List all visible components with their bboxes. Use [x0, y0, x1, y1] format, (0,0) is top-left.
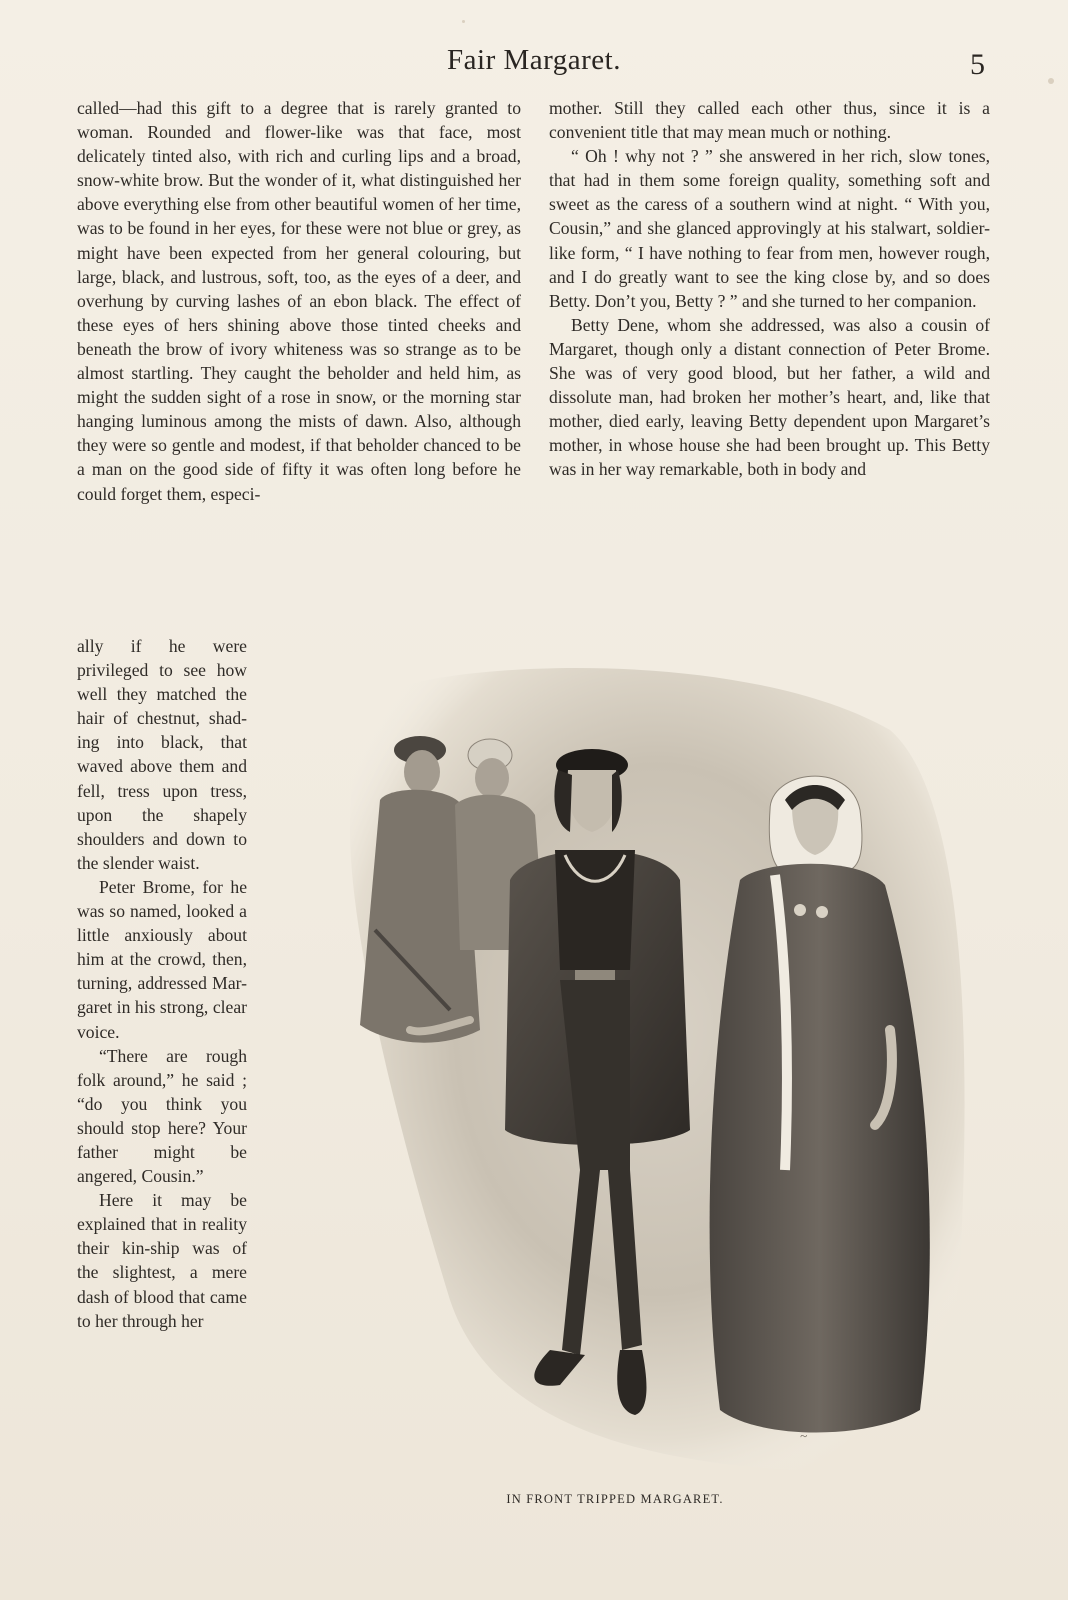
clasp: [816, 906, 828, 918]
paragraph: Here it may be explained that in reality their kin-ship was of the slightest, a mere dash of blood that came to her through her: [77, 1190, 247, 1331]
paragraph: Peter Brome, for he was so named, looked a little anxiously about him at the crowd, then, turning, addressed Mar-garet in his strong, clear voice.: [77, 876, 247, 1042]
paragraph: called—had this gift to a degree that is rarely granted to woman. Rounded and flower-like was that face, most delicately tinted also, with rich and curling lips and a broad, snow-white brow. But the wonder of it, what distinguished her above everything else from other beautiful women of her time, was to be found in her eyes, for these were not blue or grey, as might have been expected from her general colouring, but large, black, and lustrous, soft, too, as the eyes of a deer, and overhung by curving lashes of an ebon black. The effect of these eyes of hers shining above those tinted cheeks and beneath the brow of ivory whiteness was so strange as to be almost startling. They caught the beholder and held him, as might the sudden sight of a rose in snow, or the morning star hanging luminous among the mists of dawn. Also, although they were so gentle and modest, if that beholder chanced to be a man on the good side of fifty it was often long before he could forget them, especi-: [77, 98, 521, 504]
running-head-title: Fair Margaret.: [447, 44, 621, 76]
paragraph: Betty Dene, whom she addressed, was also a cousin of Margaret, though only a distant connection of Peter Brome. She was of very good blood, but her father, a wild and dissolute man, had broken her mother’s heart, and, like that mother, died early, leaving Betty dependent upon Margaret’s mother, in whose house she had been brought up. This Betty was in her way remarkable, both in body and: [549, 314, 990, 480]
narrow-column: [77, 634, 247, 1333]
paper-spot: [1048, 78, 1054, 84]
page-number: 5: [970, 48, 985, 81]
right-column: [549, 96, 990, 482]
left-column: [77, 96, 521, 506]
doublet: [555, 850, 635, 970]
paragraph: ally if he were privileged to see how well they matched the hair of chestnut, shad-ing into black, that waved above them and fell, tress upon tress, upon the shapely shoulders and down to the slender waist.: [77, 636, 247, 873]
clasp: [794, 904, 806, 916]
artist-signature: ~: [800, 1428, 808, 1443]
paragraph: “There are rough folk around,” he said ; “do you think you should stop here? Your father might be angered, Cousin.”: [77, 1045, 247, 1187]
paper-spot: [462, 20, 465, 23]
cloak-gown: [710, 864, 930, 1433]
paragraph: mother. Still they called each other thus, since it is a convenient title that may mean much or nothing.: [549, 98, 990, 143]
engraving-illustration: [330, 650, 980, 1495]
illustration-caption: IN FRONT TRIPPED MARGARET.: [506, 1492, 724, 1506]
paragraph: “ Oh ! why not ? ” she answered in her rich, slow tones, that had in them some foreign quality, something soft and sweet as the caress of a southern wind at night. “ With you, Cousin,” and she glanced approvingly at his stalwart, soldier-like form, “ I have nothing to fear from men, however rough, and I do greatly want to see the king close by, and so does Betty. Don’t you, Betty ? ” and she turned to her companion.: [549, 146, 990, 311]
